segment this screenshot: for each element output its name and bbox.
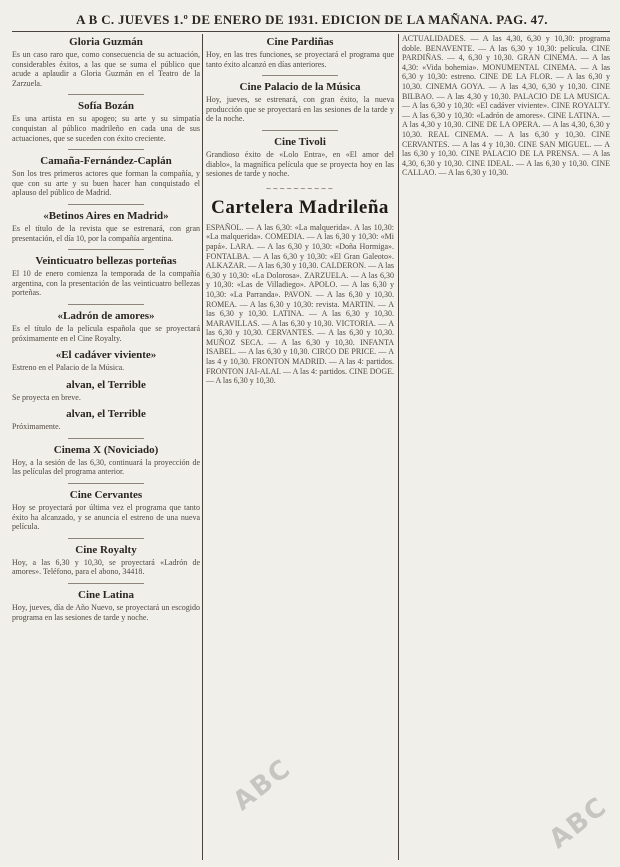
article-heading: Cine Palacio de la Música <box>239 81 361 94</box>
article-text: Hoy se proyectará por última vez el programa que tanto éxito ha alcanzado, y se anuncia el estreno de una nueva película. <box>12 503 200 532</box>
article-cine-pardinas <box>206 36 394 69</box>
article-text: Hoy, jueves, se estrenará, con gran éxito, la nueva producción que se proyectará en las sesiones de la tarde y de la noche. <box>206 95 394 124</box>
article-heading: Gloria Guzmán <box>69 36 143 48</box>
divider <box>262 130 337 131</box>
article-alvan-2 <box>12 408 200 432</box>
divider <box>68 149 143 150</box>
cartelera-title: Cartelera Madrileña <box>211 196 389 218</box>
article-heading: Camaña-Fernández-Caplán <box>40 155 172 168</box>
article-text: Es un caso raro que, como consecuencia de su actuación, considerables éxitos, a las que se suma el público que acude a aplaudir a Gloria Guzmán en el Teatro de la Zarzuela. <box>12 50 200 88</box>
article-text: Se proyecta en breve. <box>12 392 81 402</box>
article-text: Hoy, a la sesión de las 6,30, continuará la proyección de las películas del programa anterior. <box>12 457 200 477</box>
divider <box>68 483 143 484</box>
watermark: ABC <box>227 753 298 817</box>
watermark: ABC <box>543 791 614 855</box>
article-gloria-guzman <box>12 36 200 88</box>
article-heading: alvan, el Terrible <box>66 378 146 391</box>
article-cine-palacio-musica <box>206 81 394 124</box>
cartelera-continued <box>402 34 610 178</box>
article-text: Hoy, jueves, día de Año Nuevo, se proyectará un escogido programa en las sesiones de tarde y noche. <box>12 603 200 622</box>
article-heading: «Betinos Aires en Madrid» <box>43 209 169 222</box>
ornament: ~~~~~~~~~~ <box>265 184 335 193</box>
divider <box>68 249 143 250</box>
article-text: Hoy, en las tres funciones, se proyectará el programa que tanto éxito alcanzó en días anteriores. <box>206 50 394 69</box>
article-alvan-1 <box>12 379 200 403</box>
article-text: Es una artista en su apogeo; su arte y su simpatía conquistan al público madrileño en cada una de sus actuaciones, que se suceden con éxito creciente. <box>12 114 200 143</box>
column-divider-2 <box>398 34 399 860</box>
cartelera-listings <box>206 223 394 386</box>
article-heading: Cinema X (Noviciado) <box>53 443 159 456</box>
divider <box>68 94 143 95</box>
article-ladron-de-amores <box>12 310 200 343</box>
article-cine-tivoli <box>206 136 394 179</box>
article-cine-cervantes <box>12 489 200 532</box>
divider <box>68 583 143 584</box>
listing-text: ACTUALIDADES. — A las 4,30, 6,30 y 10,30: programa doble. BENAVENTE. — A las 6,30 y 10,30: película. CINE PARDIÑAS. — 4, 6,30 y 10,30. GRAN CINEMA. — A las 4,30: «Vida bohemia». MONUMENTAL CINEMA. — A las 6,30 y 10,30: estreno. CINE DE LA FLOR. — A las 6,30 y 10,30. CINEMA GOYA. — A las 4,30, 6,30 y 10,30. CINE BILBAO. — A las 4,30 y 10,30. PALACIO DE LA MUSICA. — A las 6,30 y 10,30: «El cadáver viviente». CINE ROYALTY. — A las 6,30 y 10,30: «Ladrón de amores». CINE LATINA. — A las 4,30 y 10,30. CINE DE LA OPERA. — A las 4,30, 6,30 y 10,30. REAL CINEMA. — A las 6,30 y 10,30. CINE CERVANTES. — A las 4 y 10,30. CINE SAN MIGUEL. — A las 6,30 y 10,30. CINE PALACIO DE LA PRENSA. — A las 4,30, 6,30 y 10,30. CINE IDEAL. — A las 6,30 y 10,30. CINE CALLAO. — A las 6,30 y 10,30. <box>402 34 610 178</box>
article-betinos <box>12 210 200 243</box>
page-header: A B C. JUEVES 1.º DE ENERO DE 1931. EDICION DE LA MAÑANA. PAG. 47. <box>76 12 548 27</box>
divider <box>68 438 143 439</box>
article-heading: Cine Royalty <box>75 543 137 556</box>
article-text: Es el título de la película española que se proyectará próximamente en el Cine Royalty. <box>12 323 200 343</box>
article-text: Es el título de la revista que se estrenará, con gran presentación, el día 10, por la compañía argentina. <box>12 223 200 243</box>
article-heading: alvan, el Terrible <box>66 408 146 421</box>
article-heading: Cine Cervantes <box>69 489 143 502</box>
article-text: Hoy, a las 6,30 y 10,30, se proyectará «Ladrón de amores». Teléfono, para el abono, 34418. <box>12 557 200 577</box>
divider <box>68 204 143 205</box>
article-cine-royalty <box>12 544 200 577</box>
article-cadaver-viviente <box>12 349 200 373</box>
article-heading: Cine Latina <box>78 589 134 602</box>
column-divider-1 <box>202 34 203 860</box>
article-camana <box>12 155 200 198</box>
article-heading: Veinticuatro bellezas porteñas <box>35 255 177 268</box>
article-heading: Cine Tivoli <box>274 135 326 148</box>
article-veinticuatro <box>12 255 200 298</box>
article-text: Estreno en el Palacio de la Música. <box>12 363 125 373</box>
divider <box>262 75 337 76</box>
article-heading: Sofía Bozán <box>78 100 134 113</box>
article-heading: «El cadáver viviente» <box>55 349 157 362</box>
listing-text: ESPAÑOL. — A las 6,30: «La malquerida». A las 10,30: «La malquerida». COMEDIA. — A las 6,30 y 10,30: «Mi papá». LARA. — A las 6,30 y 10,30: «Doña Hormiga». FONTALBA. — A las 6,30 y 10,30: «El Gran Galeoto». ALKAZAR. — A las 6,30 y 10,30. CALDERON. — A las 6,30 y 10,30: «La Dolorosa». ZARZUELA. — A las 6,30 y 10,30: «Las de Villadiego». APOLO. — A las 6,30 y 10,30: «La Parranda». PAVON. — A las 6,30 y 10,30. ROMEA. — A las 6,30 y 10,30: revista. MARTIN. — A las 6,30 y 10,30. LATINA. — A las 6,30 y 10,30. MARAVILLAS. — A las 6,30 y 10,30. VICTORIA. — A las 6,30 y 10,30. CERVANTES. — A las 6,30 y 10,30. MUÑOZ SECA. — A las 6,30 y 10,30. INFANTA ISABEL. — A las 6,30 y 10,30. CIRCO DE PRICE. — A las 4 y 10,30. FRONTON MADRID. — A las 4: partidos. FRONTON JAI-ALAI. — A las 4: partidos. CINE DOGE. — A las 6,30 y 10,30. <box>206 222 394 386</box>
divider <box>68 304 143 305</box>
article-heading: Cine Pardiñas <box>266 36 334 48</box>
article-sofia-bozan <box>12 100 200 143</box>
article-text: El 10 de enero comienza la temporada de la compañía argentina, con la presentación de las veinticuatro bellezas porteñas. <box>12 269 200 298</box>
article-cine-latina <box>12 589 200 622</box>
header-rule <box>12 31 610 32</box>
column-right <box>402 34 610 860</box>
article-text: Próximamente. <box>12 422 61 432</box>
article-cinema-x <box>12 444 200 477</box>
article-text: Son los tres primeros actores que forman la compañía, y que con su arte y su buen hacer han conquistado el aplauso del público de Madrid. <box>12 169 200 198</box>
divider <box>68 538 143 539</box>
column-middle <box>206 34 394 860</box>
article-heading: «Ladrón de amores» <box>57 309 155 322</box>
article-text: Grandioso éxito de «Lolo Entra», en «El amor del diablo», la magnífica película que se proyecta hoy en las sesiones de tarde y noche. <box>206 149 394 179</box>
column-left <box>12 34 200 860</box>
